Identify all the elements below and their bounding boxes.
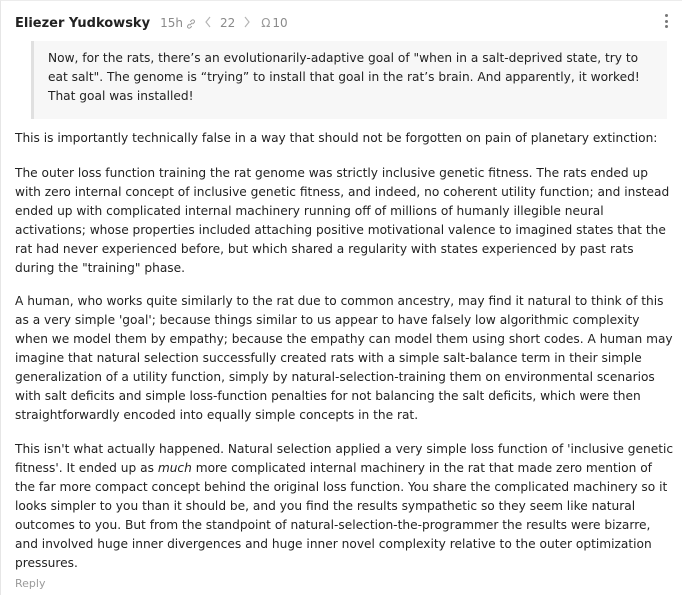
comment-paragraph: The outer loss function training the rat genome was strictly inclusive genetic fitness. The rats ended up with zero internal concept of inclusive genetic fitness, and indeed, no coherent utility function; and instead ended up with complicated internal machinery running off of millions of humanly illegible neural activations; whose properties included attaching positive motivational valence to imagined states that the rat had never experienced before, but which shared a regularity with states experienced by past rats during the "training" phase. [15, 166, 670, 275]
comment-paragraph: This is importantly technically false in a way that should not be forgotten on pain of planetary extinction: [15, 131, 658, 145]
vertical-ellipsis-icon[interactable] [664, 14, 668, 28]
comment-header [15, 13, 288, 33]
link-icon[interactable] [186, 18, 196, 28]
chevron-left-icon[interactable] [202, 16, 214, 31]
reply-button[interactable]: Reply [15, 577, 46, 590]
paragraph-text: more complicated internal machinery in the rat that made zero mention of the far more compact concept behind the original loss function. You share the complicated machinery so it looks simpler to you than it should be, and you find the results sympathetic so they seem like natural outcomes to you. But from the standpoint of natural-selection-the-programmer the results were bizarre, and involved huge inner divergences and huge inner novel complexity relative to the outer optimization pressures. [15, 461, 668, 570]
comment-paragraph [15, 440, 675, 573]
comment-time[interactable]: 15h [160, 16, 183, 30]
blockquote: Now, for the rats, there’s an evolutionarily-adaptive goal of "when in a salt-deprived state, try to eat salt". The genome is “trying” to install that goal in the rat’s brain. And apparently, it worked! That goal was installed! [31, 41, 667, 119]
emphasis-text: much [157, 461, 192, 475]
karma-score: 22 [219, 16, 236, 30]
agreement-score: 10 [272, 16, 288, 30]
chevron-right-icon[interactable] [241, 16, 253, 31]
omega-icon[interactable]: Ω [261, 16, 271, 30]
author-name[interactable]: Eliezer Yudkowsky [15, 15, 151, 31]
paragraph-text: This isn't what actually happened. Natural selection applied a very simple loss function of 'inclusive genetic fitness'. It ended up as [15, 442, 674, 475]
comment-paragraph: A human, who works quite similarly to the rat due to common ancestry, may find it natural to think of this as a very simple 'goal'; because things similar to us appear to have falsely low algorithmic complexity when we model them by empathy; because the empathy can model them using short codes. A human may imagine that natural selection successfully created rats with a simple salt-balance term in their simple generalization of a utility function, simply by natural-selection-training them on environmental scenarios with salt deficits and simple loss-function penalties for not balancing the salt deficits, which were then straightforwardly encoded into equally simple concepts in the rat. [15, 294, 673, 422]
